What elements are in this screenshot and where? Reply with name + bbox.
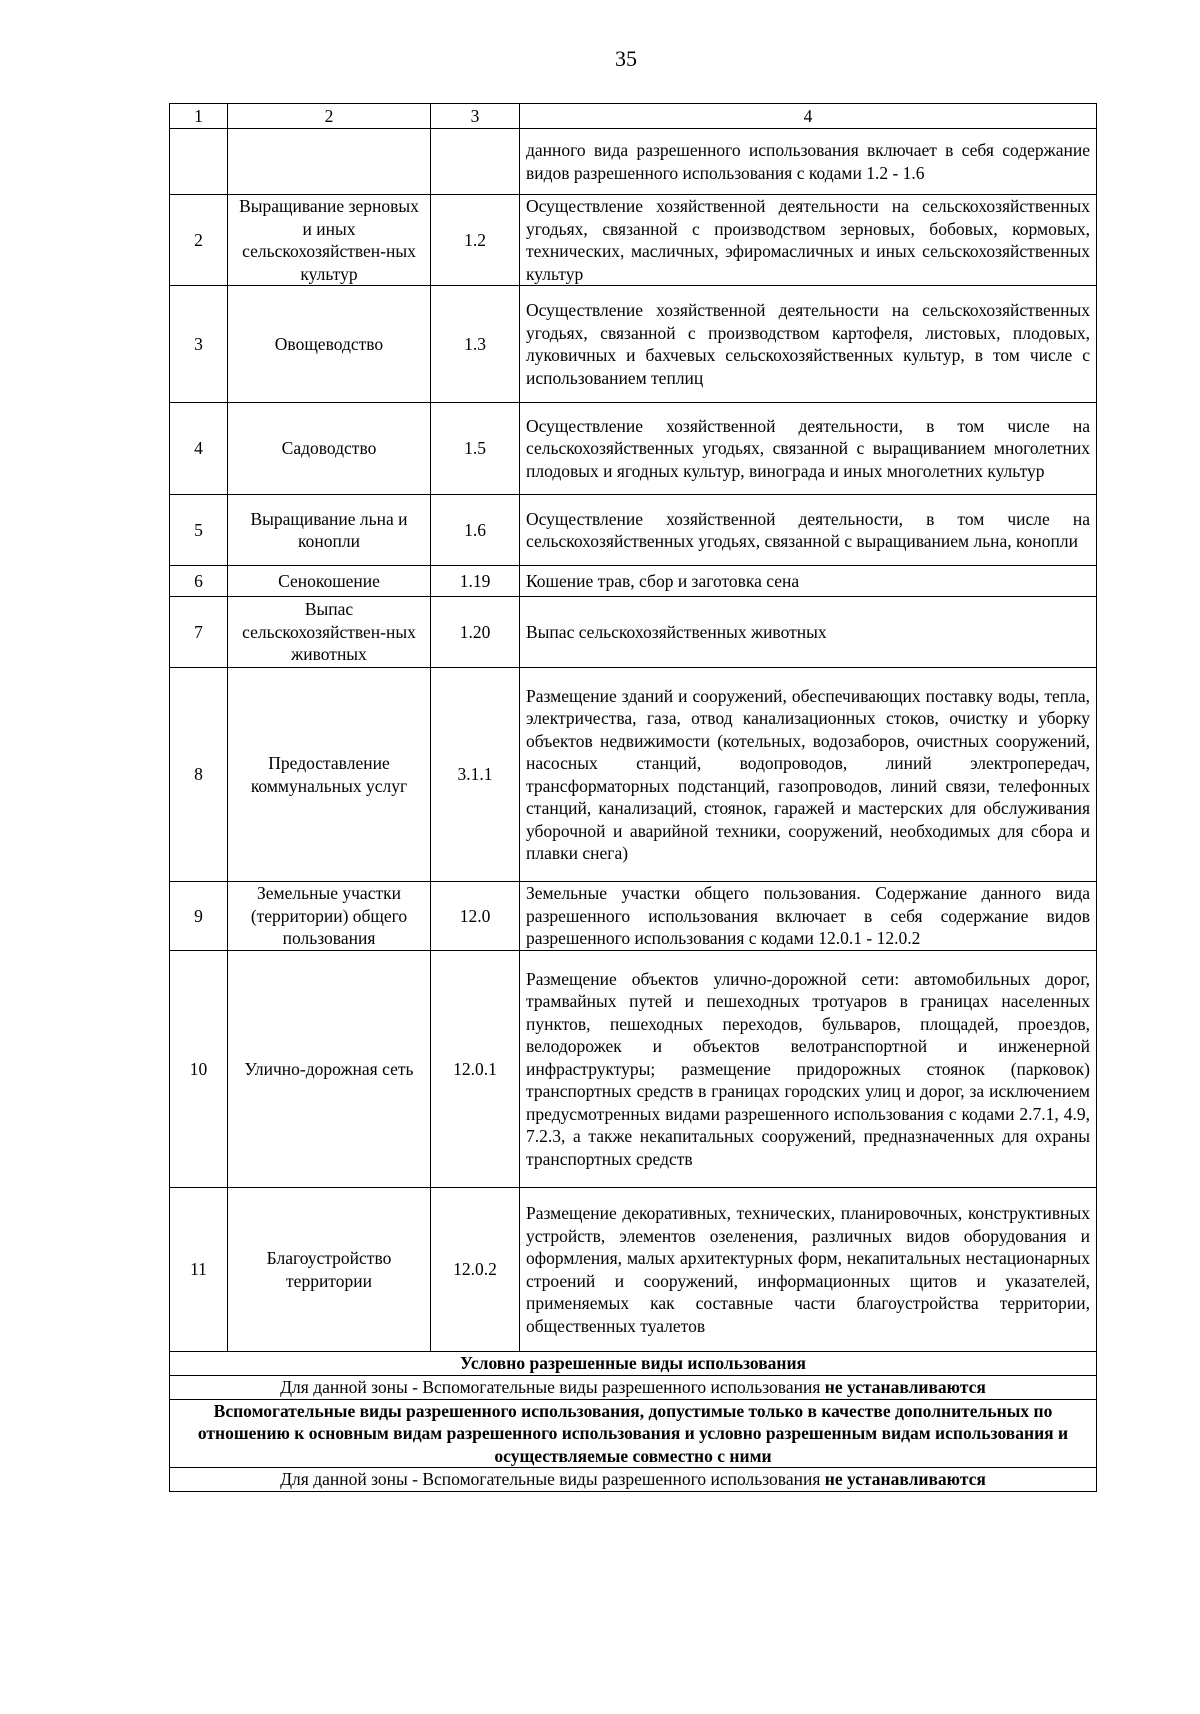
row-description: Размещение объектов улично-дорожной сети: автомобильных дорог, трамвайных путей и пешеходных тротуаров в границах населенных пунктов, пешеходных переходов, бульваров, площадей, проездов, велодорожек и объектов велотранспортной и инженерной инфраструктуры; размещение придорожных стоянок (парковок) транспортных средств в границах городских улиц и дорог, за исключением предусмотренных видами разрешенного использования с кодами 2.7.1, 4.9, 7.2.3, а также некапитальных сооружений, предназначенных для охраны транспортных средств (520, 951, 1097, 1188)
land-use-table (169, 103, 1097, 1492)
table-row (170, 195, 1097, 286)
row-description: Осуществление хозяйственной деятельности, в том числе на сельскохозяйственных угодьях, связанной с выращиванием многолетних плодовых и ягодных культур, винограда и иных многолетних культур (520, 403, 1097, 495)
row-number: 6 (170, 566, 228, 597)
row-number: 10 (170, 951, 228, 1188)
row-description: Осуществление хозяйственной деятельности на сельскохозяйственных угодьях, связанной с производством картофеля, листовых, плодовых, луковичных и бахчевых сельскохозяйственных культур, в том числе с использованием теплиц (520, 286, 1097, 403)
row-description: Осуществление хозяйственной деятельности, в том числе на сельскохозяйственных угодьях, связанной с выращиванием льна, конопли (520, 495, 1097, 566)
row-code: 1.3 (431, 286, 520, 403)
note-bold-text: не устанавливаются (824, 1469, 986, 1489)
table-row (170, 403, 1097, 495)
row-name: Улично-дорожная сеть (228, 951, 431, 1188)
conditional-uses-note-row (170, 1376, 1097, 1400)
row-number: 11 (170, 1188, 228, 1352)
conditional-uses-heading-row (170, 1352, 1097, 1376)
row-number: 8 (170, 668, 228, 882)
table-row-continuation (170, 129, 1097, 195)
table-row (170, 495, 1097, 566)
row-description: Кошение трав, сбор и заготовка сена (520, 566, 1097, 597)
row-description: Размещение зданий и сооружений, обеспечивающих поставку воды, тепла, электричества, газа, отвод канализационных стоков, очистку и уборку объектов недвижимости (котельных, водозаборов, очистных сооружений, насосных станций, водопроводов, линий электропередач, трансформаторных подстанций, газопроводов, линий связи, телефонных станций, канализаций, стоянок, гаражей и мастерских для обслуживания уборочной и аварийной техники, сооружений, необходимых для сбора и плавки снега) (520, 668, 1097, 882)
row-name: Выращивание зерновых и иных сельскохозяйствен-ных культур (228, 195, 431, 286)
table-row (170, 668, 1097, 882)
row-code: 12.0 (431, 882, 520, 951)
row-code: 1.19 (431, 566, 520, 597)
auxiliary-uses-heading-row (170, 1399, 1097, 1468)
row-name: Земельные участки (территории) общего пользования (228, 882, 431, 951)
row-description: Выпас сельскохозяйственных животных (520, 597, 1097, 668)
table-header-row (170, 104, 1097, 129)
row-code: 12.0.1 (431, 951, 520, 1188)
row-description: Земельные участки общего пользования. Содержание данного вида разрешенного использования включает в себя содержание видов разрешенного использования с кодами 12.0.1 - 12.0.2 (520, 882, 1097, 951)
row-number: 5 (170, 495, 228, 566)
table-row (170, 597, 1097, 668)
row-code: 1.2 (431, 195, 520, 286)
table-row (170, 566, 1097, 597)
auxiliary-uses-note (170, 1468, 1097, 1492)
row-code: 3.1.1 (431, 668, 520, 882)
row-description: данного вида разрешенного использования включает в себя содержание видов разрешенного использования с кодами 1.2 - 1.6 (520, 129, 1097, 195)
auxiliary-uses-note-row (170, 1468, 1097, 1492)
row-name: Садоводство (228, 403, 431, 495)
table-row (170, 951, 1097, 1188)
row-number: 4 (170, 403, 228, 495)
row-name: Сенокошение (228, 566, 431, 597)
row-number: 9 (170, 882, 228, 951)
row-name: Благоустройство территории (228, 1188, 431, 1352)
table-row (170, 882, 1097, 951)
page-number: 35 (615, 46, 637, 71)
header-col-1: 1 (170, 104, 228, 129)
conditional-uses-heading: Условно разрешенные виды использования (170, 1352, 1097, 1376)
row-description: Осуществление хозяйственной деятельности на сельскохозяйственных угодьях, связанной с производством зерновых, бобовых, кормовых, технических, масличных, эфиромасличных и иных сельскохозяйственных культур (520, 195, 1097, 286)
row-name: Выращивание льна и конопли (228, 495, 431, 566)
row-code: 1.5 (431, 403, 520, 495)
row-number: 3 (170, 286, 228, 403)
row-name: Овощеводство (228, 286, 431, 403)
header-col-2: 2 (228, 104, 431, 129)
auxiliary-uses-heading: Вспомогательные виды разрешенного использования, допустимые только в качестве дополнительных по отношению к основным видам разрешенного использования и условно разрешенным видам использования и осуществляемые совместно с ними (170, 1399, 1097, 1468)
row-code: 1.20 (431, 597, 520, 668)
row-code: 1.6 (431, 495, 520, 566)
row-number: 7 (170, 597, 228, 668)
row-name: Выпас сельскохозяйствен-ных животных (228, 597, 431, 668)
row-number: 2 (170, 195, 228, 286)
note-text: Для данной зоны - Вспомогательные виды разрешенного использования (280, 1377, 825, 1397)
note-text: Для данной зоны - Вспомогательные виды разрешенного использования (280, 1469, 825, 1489)
row-code: 12.0.2 (431, 1188, 520, 1352)
header-col-4: 4 (520, 104, 1097, 129)
header-col-3: 3 (431, 104, 520, 129)
row-name: Предоставление коммунальных услуг (228, 668, 431, 882)
note-bold-text: не устанавливаются (824, 1377, 986, 1397)
row-description: Размещение декоративных, технических, планировочных, конструктивных устройств, элементов озеленения, различных видов оборудования и оформления, малых архитектурных форм, некапитальных нестационарных строений и сооружений, информационных щитов и указателей, применяемых как составные части благоустройства территории, общественных туалетов (520, 1188, 1097, 1352)
table-row (170, 1188, 1097, 1352)
table-row (170, 286, 1097, 403)
conditional-uses-note (170, 1376, 1097, 1400)
